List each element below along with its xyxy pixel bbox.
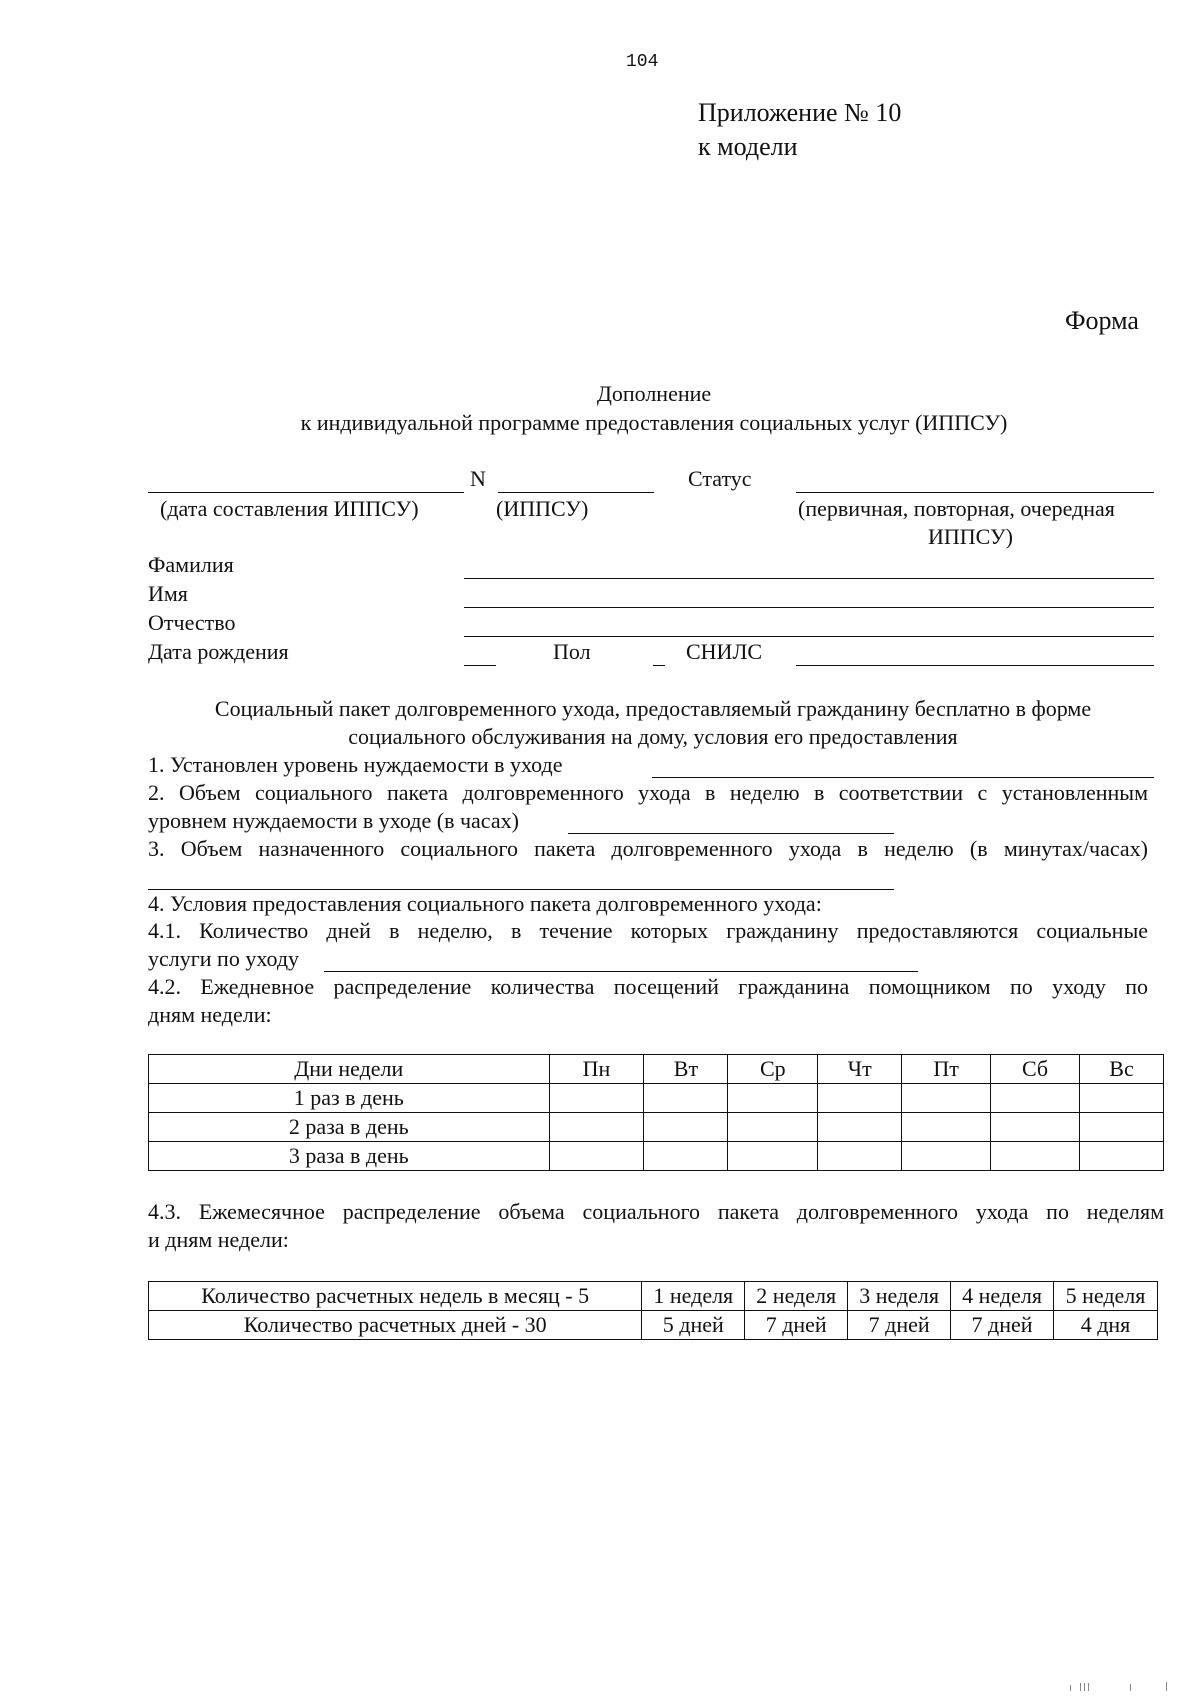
item-4-1-cont: услуги по уходу [148, 946, 300, 971]
table-cell[interactable] [549, 1084, 644, 1113]
table-cell[interactable] [1080, 1142, 1164, 1171]
table-cell[interactable] [818, 1142, 902, 1171]
name-label: Имя [148, 581, 188, 606]
table-row [149, 1311, 1158, 1340]
item-4-2: 4.2. Ежедневное распределение количества посещений гражданина помощником по уходу по [148, 974, 1148, 999]
sex-line[interactable] [653, 665, 665, 666]
week-header: 5 неделя [1054, 1282, 1158, 1311]
ippsu-caption: (ИППСУ) [496, 496, 589, 521]
status-line[interactable] [796, 492, 1154, 493]
week-header: 3 неделя [848, 1282, 951, 1311]
table-cell[interactable] [549, 1113, 644, 1142]
date-caption: (дата составления ИППСУ) [160, 496, 419, 521]
table-header-cell: Вс [1080, 1055, 1164, 1084]
minutes-line[interactable] [148, 889, 894, 890]
table-cell[interactable] [818, 1113, 902, 1142]
table-cell[interactable] [902, 1142, 991, 1171]
week-header: 1 неделя [642, 1282, 745, 1311]
page-number: 104 [626, 52, 659, 72]
table-cell[interactable] [549, 1142, 644, 1171]
table-header-cell: Дни недели [149, 1055, 550, 1084]
weeks-count-label: Количество расчетных недель в месяц - 5 [149, 1282, 642, 1311]
table-cell[interactable] [728, 1142, 818, 1171]
table-row [149, 1142, 1164, 1171]
table-cell[interactable] [991, 1142, 1080, 1171]
table-row [149, 1084, 1164, 1113]
scan-artifact [970, 1681, 1170, 1691]
number-line[interactable] [498, 492, 654, 493]
table-header-cell: Ср [728, 1055, 818, 1084]
item-2-cont: уровнем нуждаемости в уходе (в часах) [148, 808, 519, 833]
status-caption-2: ИППСУ) [928, 524, 1013, 549]
table-cell[interactable] [902, 1084, 991, 1113]
surname-label: Фамилия [148, 552, 234, 577]
table-cell[interactable] [1080, 1113, 1164, 1142]
hours-line[interactable] [568, 833, 894, 834]
week-days-cell: 7 дней [951, 1311, 1054, 1340]
item-4-3-cont: и дням недели: [148, 1227, 289, 1252]
item-4-3: 4.3. Ежемесячное распределение объема социального пакета долговременного ухода по неделям [148, 1199, 1164, 1224]
item-4: 4. Условия предоставления социального пакета долговременного ухода: [148, 891, 822, 916]
table-row [149, 1113, 1164, 1142]
table-cell[interactable] [644, 1084, 728, 1113]
table-cell[interactable] [644, 1113, 728, 1142]
table-header-cell: Пн [549, 1055, 644, 1084]
table-cell[interactable] [991, 1113, 1080, 1142]
birthdate-label: Дата рождения [148, 639, 289, 664]
need-level-line[interactable] [652, 777, 1154, 778]
doc-title: Дополнение [596, 381, 712, 406]
week-days-cell: 7 дней [745, 1311, 848, 1340]
week-days-cell: 5 дней [642, 1311, 745, 1340]
week-header: 4 неделя [951, 1282, 1054, 1311]
row-label: 1 раз в день [149, 1084, 550, 1113]
table-cell[interactable] [728, 1113, 818, 1142]
table-cell[interactable] [1080, 1084, 1164, 1113]
week-header: 2 неделя [745, 1282, 848, 1311]
table-cell[interactable] [991, 1084, 1080, 1113]
item-1: 1. Установлен уровень нуждаемости в уходе [148, 752, 563, 777]
status-caption: (первичная, повторная, очередная [798, 496, 1115, 521]
name-line[interactable] [464, 607, 1154, 608]
section-heading-2: социального обслуживания на дому, условия его предоставления [348, 724, 958, 749]
days-line[interactable] [324, 971, 918, 972]
date-line[interactable] [148, 492, 464, 493]
table-header-row [149, 1055, 1164, 1084]
days-count-label: Количество расчетных дней - 30 [149, 1311, 642, 1340]
table-cell[interactable] [644, 1142, 728, 1171]
row-label: 2 раза в день [149, 1113, 550, 1142]
table-header-cell: Пт [902, 1055, 991, 1084]
section-heading: Социальный пакет долговременного ухода, предоставляемый гражданину бесплатно в форме [214, 696, 1092, 721]
item-4-1: 4.1. Количество дней в неделю, в течение которых гражданину предоставляются социальные [148, 918, 1148, 943]
table-cell[interactable] [818, 1084, 902, 1113]
form-label: Форма [1065, 306, 1139, 335]
table-row [149, 1282, 1158, 1311]
snils-line[interactable] [796, 665, 1154, 666]
appendix-subtitle: к модели [698, 132, 798, 161]
birthdate-line[interactable] [464, 665, 496, 666]
week-days-cell: 4 дня [1054, 1311, 1158, 1340]
doc-subtitle: к индивидуальной программе предоставления социальных услуг (ИППСУ) [300, 410, 1008, 435]
daily-visits-table [148, 1054, 1164, 1171]
item-4-2-cont: дням недели: [148, 1002, 272, 1027]
monthly-distribution-table [148, 1281, 1158, 1340]
table-header-cell: Чт [818, 1055, 902, 1084]
patronymic-line[interactable] [464, 636, 1154, 637]
appendix-title: Приложение № 10 [698, 98, 902, 127]
week-days-cell: 7 дней [848, 1311, 951, 1340]
table-header-cell: Вт [644, 1055, 728, 1084]
patronymic-label: Отчество [148, 610, 236, 635]
sex-label: Пол [553, 639, 591, 664]
item-3: 3. Объем назначенного социального пакета долговременного ухода в неделю (в минутах/часах) [148, 836, 1148, 861]
row-label: 3 раза в день [149, 1142, 550, 1171]
number-label: N [470, 466, 486, 491]
table-cell[interactable] [728, 1084, 818, 1113]
surname-line[interactable] [464, 578, 1154, 579]
item-2: 2. Объем социального пакета долговременного ухода в неделю в соответствии с установленным [148, 780, 1148, 805]
snils-label: СНИЛС [686, 639, 763, 664]
status-label: Статус [688, 466, 752, 491]
table-cell[interactable] [902, 1113, 991, 1142]
table-header-cell: Сб [991, 1055, 1080, 1084]
